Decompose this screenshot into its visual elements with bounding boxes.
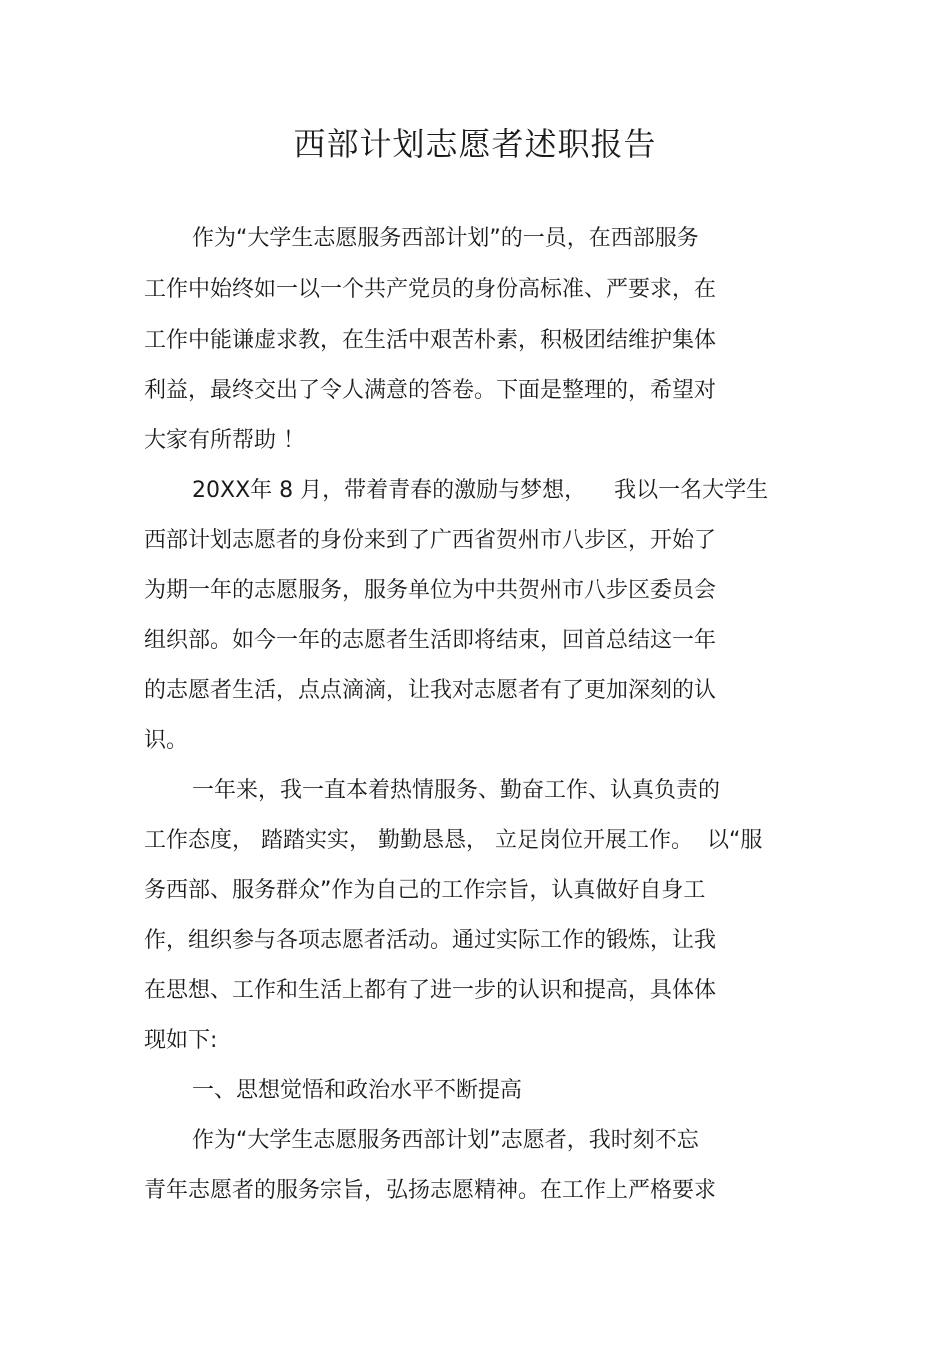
text-line: 作，组织参与各项志愿者活动。通过实际工作的锻炼，让我 — [144, 928, 717, 953]
text-line: 工作中能谦虚求教，在生活中艰苦朴素，积极团结维护集体 — [144, 328, 717, 353]
text-line: 的志愿者生活，点点滴滴，让我对志愿者有了更加深刻的认 — [144, 678, 717, 703]
text-line: 20XX年 8 月，带着青春的激励与梦想， 我以一名大学生 — [192, 478, 769, 503]
text-line: 在思想、工作和生活上都有了进一步的认识和提高，具体体 — [144, 978, 717, 1003]
text-line: 识。 — [144, 728, 189, 753]
text-line: 现如下: — [144, 1028, 218, 1053]
section-heading: 一、思想觉悟和政治水平不断提高 — [192, 1078, 523, 1103]
text-line: 青年志愿者的服务宗旨，弘扬志愿精神。在工作上严格要求 — [144, 1178, 717, 1203]
text-line: 作为“大学生志愿服务西部计划”的一员，在西部服务 — [192, 226, 699, 251]
text-line: 工作态度， 踏踏实实， 勤勤恳恳， 立足岗位开展工作。 以“服 — [144, 828, 763, 853]
text-line: 一年来，我一直本着热情服务、勤奋工作、认真负责的 — [192, 778, 721, 803]
document-title: 西部计划志愿者述职报告 — [293, 125, 657, 163]
text-line: 作为“大学生志愿服务西部计划”志愿者，我时刻不忘 — [192, 1128, 699, 1153]
text-line: 工作中始终如一以一个共产党员的身份高标准、严要求，在 — [144, 277, 717, 302]
text-line: 大家有所帮助 ！ — [144, 428, 305, 453]
text-line: 组织部。如今一年的志愿者生活即将结束，回首总结这一年 — [144, 628, 717, 653]
text-line: 务西部、服务群众”作为自己的工作宗旨，认真做好自身工 — [144, 878, 706, 903]
text-line: 西部计划志愿者的身份来到了广西省贺州市八步区，开始了 — [144, 528, 717, 553]
text-line: 为期一年的志愿服务，服务单位为中共贺州市八步区委员会 — [144, 578, 717, 603]
text-line: 利益，最终交出了令人满意的答卷。下面是整理的，希望对 — [144, 378, 717, 403]
